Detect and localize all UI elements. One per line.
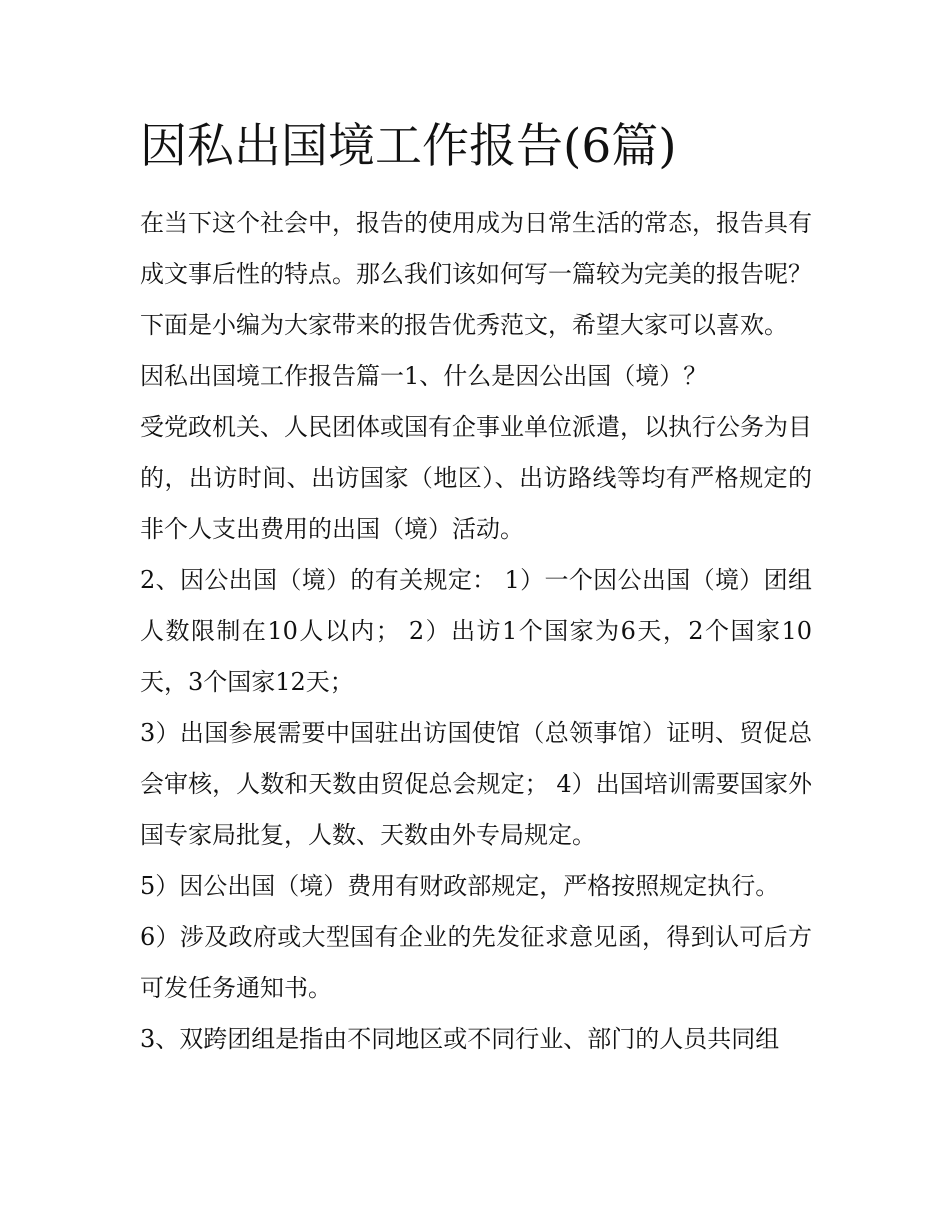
document-title: 因私出国境工作报告(6篇) [140,119,677,174]
approval-paragraph: 6）涉及政府或大型国有企业的先发征求意见函，得到认可后方可发任务通知书。 [140,923,812,1002]
document-body [140,198,812,1065]
cross-group-paragraph: 3、双跨团组是指由不同地区或不同行业、部门的人员共同组 [140,1025,780,1053]
intro-paragraph: 在当下这个社会中，报告的使用成为日常生活的常态，报告具有成文事后性的特点。那么我们该如何写一篇较为完美的报告呢？下面是小编为大家带来的报告优秀范文，希望大家可以喜欢。 [140,209,812,339]
definition-paragraph: 受党政机关、人民团体或国有企事业单位派遣，以执行公务为目的，出访时间、出访国家（地区）、出访路线等均有严格规定的非个人支出费用的出国（境）活动。 [140,413,812,543]
rules-paragraph: 2、因公出国（境）的有关规定： 1）一个因公出国（境）团组人数限制在10人以内； 2）出访1个国家为6天，2个国家10天，3个国家12天； [140,566,812,696]
section-heading-paragraph: 因私出国境工作报告篇一1、什么是因公出国（境）？ [140,362,708,390]
exhibition-training-paragraph: 3）出国参展需要中国驻出访国使馆（总领事馆）证明、贸促总会审核，人数和天数由贸促总会规定； 4）出国培训需要国家外国专家局批复，人数、天数由外专局规定。 [140,719,812,849]
expense-paragraph: 5）因公出国（境）费用有财政部规定，严格按照规定执行。 [140,872,780,900]
